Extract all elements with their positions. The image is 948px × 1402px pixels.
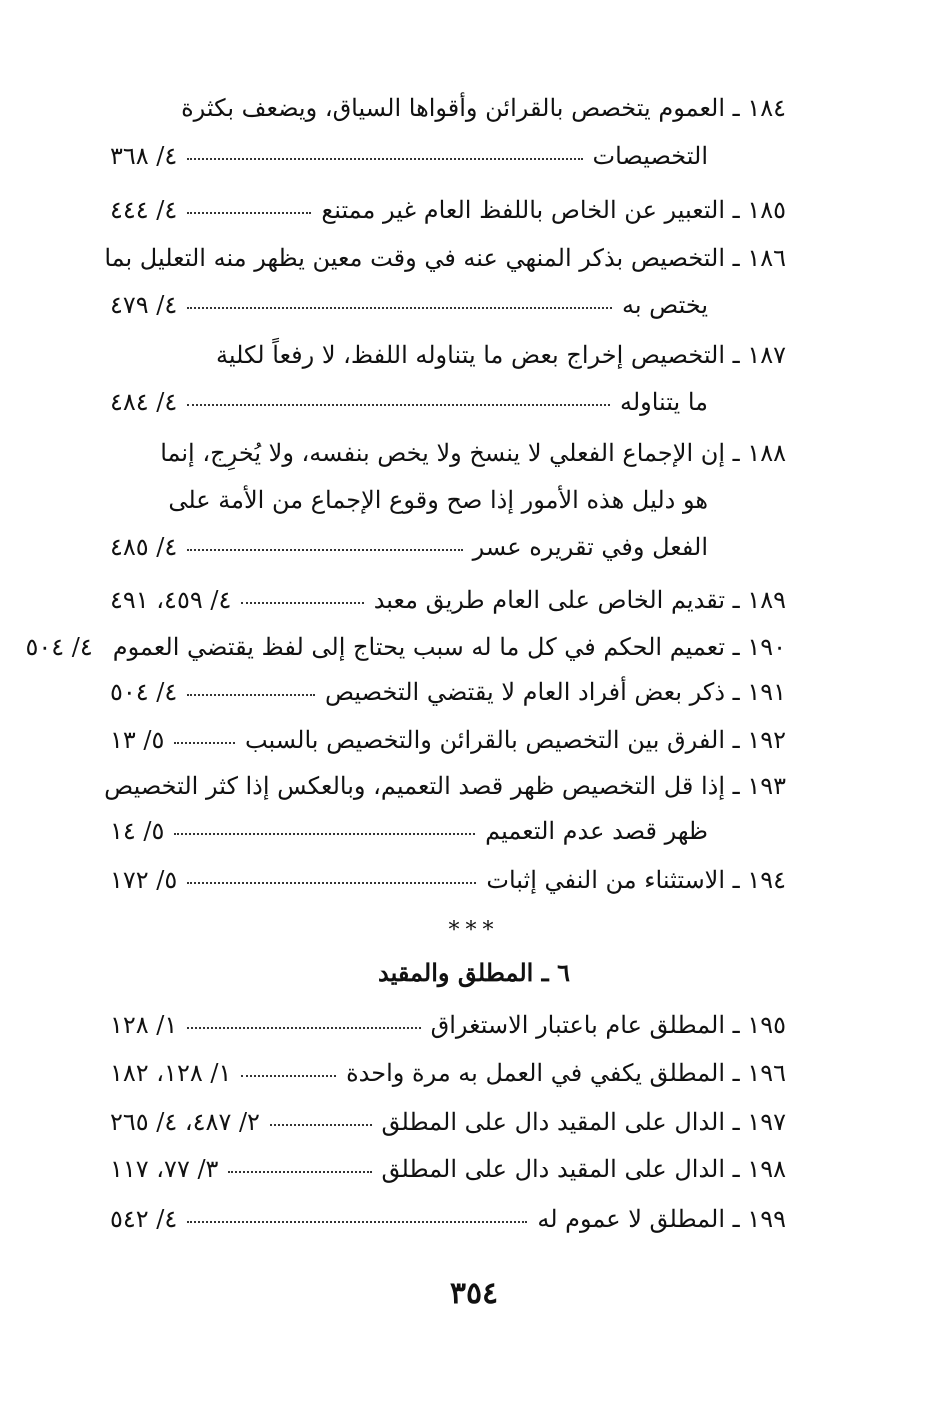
page-ref: ٤/ ٤٤٤ <box>110 196 178 224</box>
leader-dots <box>187 1027 420 1029</box>
page-ref: ١/ ١٢٨ <box>110 1011 178 1039</box>
page-ref: ٤/ ٥٠٤ <box>25 633 93 661</box>
page-ref: ١/ ١٢٨، ١٨٢ <box>110 1059 232 1087</box>
page-ref: ٥/ ١٣ <box>110 726 165 754</box>
entry-184-line-1: ١٨٤ ـ العموم يتخصص بالقرائن وأقواها السياق، ويضعف بكثرة <box>181 94 786 122</box>
entry-187-row: ما يتناوله ٤/ ٤٨٤ <box>110 385 786 419</box>
leader-dots <box>241 1075 336 1077</box>
page-ref: ٤/ ٤٨٥ <box>110 533 178 561</box>
leader-dots <box>187 158 582 160</box>
page-number: ٣٥٤ <box>449 1276 499 1311</box>
leader-dots <box>174 742 235 744</box>
page-ref: ٥/ ١٧٢ <box>110 866 178 894</box>
page-ref: ٥/ ١٤ <box>110 817 165 845</box>
leader-dots <box>187 882 476 884</box>
entry-194-row: ١٩٤ ـ الاستثناء من النفي إثبات ٥/ ١٧٢ <box>110 863 786 897</box>
entry-195-row: ١٩٥ ـ المطلق عام باعتبار الاستغراق ١/ ١٢٨ <box>110 1008 786 1042</box>
leader-dots <box>187 694 315 696</box>
page-ref: ٣/ ٧٧، ١١٧ <box>110 1155 219 1183</box>
entry-187-line-1: ١٨٧ ـ التخصيص إخراج بعض ما يتناوله اللفظ، لا رفعاً لكلية <box>216 341 786 369</box>
page-ref: ٢/ ٤٨٧، ٤/ ٢٦٥ <box>110 1108 260 1136</box>
entry-189-row: ١٨٩ ـ تقديم الخاص على العام طريق معبد ٤/ ٤٥٩، ٤٩١ <box>110 583 786 617</box>
entry-188-line-2: هو دليل هذه الأمور إذا صح وقوع الإجماع من الأمة على <box>168 486 708 514</box>
leader-dots <box>187 212 311 214</box>
page-ref: ٤/ ٥٤٢ <box>110 1205 178 1233</box>
entry-184-row: التخصيصات ٤/ ٣٦٨ <box>110 139 786 173</box>
entry-198-row: ١٩٨ ـ الدال على المقيد دال على المطلق ٣/ ٧٧، ١١٧ <box>110 1152 786 1186</box>
leader-dots <box>228 1171 371 1173</box>
section-heading: ٦ ـ المطلق والمقيد <box>378 958 570 987</box>
entry-186-line-1: ١٨٦ ـ التخصيص بذكر المنهي عنه في وقت معين يظهر منه التعليل بما <box>104 244 786 272</box>
entry-193-line-1: ١٩٣ ـ إذا قل التخصيص ظهر قصد التعميم، وبالعكس إذا كثر التخصيص <box>104 772 786 800</box>
page-ref: ٤/ ٣٦٨ <box>110 142 178 170</box>
entry-193-row: ظهر قصد عدم التعميم ٥/ ١٤ <box>110 814 786 848</box>
leader-dots <box>270 1124 372 1126</box>
page-ref: ٤/ ٥٠٤ <box>110 678 178 706</box>
leader-dots <box>187 1221 527 1223</box>
entry-185-row: ١٨٥ ـ التعبير عن الخاص باللفظ العام غير ممتنع ٤/ ٤٤٤ <box>110 193 786 227</box>
page-ref: ٤/ ٤٧٩ <box>110 291 178 319</box>
entry-190-row: ١٩٠ ـ تعميم الحكم في كل ما له سبب يحتاج إلى لفظ يقتضي العموم ٤/ ٥٠٤ <box>110 630 786 664</box>
entry-188-line-1: ١٨٨ ـ إن الإجماع الفعلي لا ينسخ ولا يخص بنفسه، ولا يُخرِج، إنما <box>160 439 786 467</box>
page-ref: ٤/ ٤٨٤ <box>110 388 178 416</box>
leader-dots <box>174 833 475 835</box>
entry-191-row: ١٩١ ـ ذكر بعض أفراد العام لا يقتضي التخصيص ٤/ ٥٠٤ <box>110 675 786 709</box>
entry-188-row: الفعل وفي تقريره عسر ٤/ ٤٨٥ <box>110 530 786 564</box>
leader-dots <box>187 404 610 406</box>
entry-192-row: ١٩٢ ـ الفرق بين التخصيص بالقرائن والتخصيص بالسبب ٥/ ١٣ <box>110 723 786 757</box>
entry-186-row: يختص به ٤/ ٤٧٩ <box>110 288 786 322</box>
leader-dots <box>187 549 462 551</box>
entry-197-row: ١٩٧ ـ الدال على المقيد دال على المطلق ٢/ ٤٨٧، ٤/ ٢٦٥ <box>110 1105 786 1139</box>
leader-dots <box>187 307 612 309</box>
entry-196-row: ١٩٦ ـ المطلق يكفي في العمل به مرة واحدة ١/ ١٢٨، ١٨٢ <box>110 1056 786 1090</box>
leader-dots <box>241 602 363 604</box>
entry-199-row: ١٩٩ ـ المطلق لا عموم له ٤/ ٥٤٢ <box>110 1202 786 1236</box>
section-separator: *** <box>448 918 500 943</box>
page-ref: ٤/ ٤٥٩، ٤٩١ <box>110 586 232 614</box>
